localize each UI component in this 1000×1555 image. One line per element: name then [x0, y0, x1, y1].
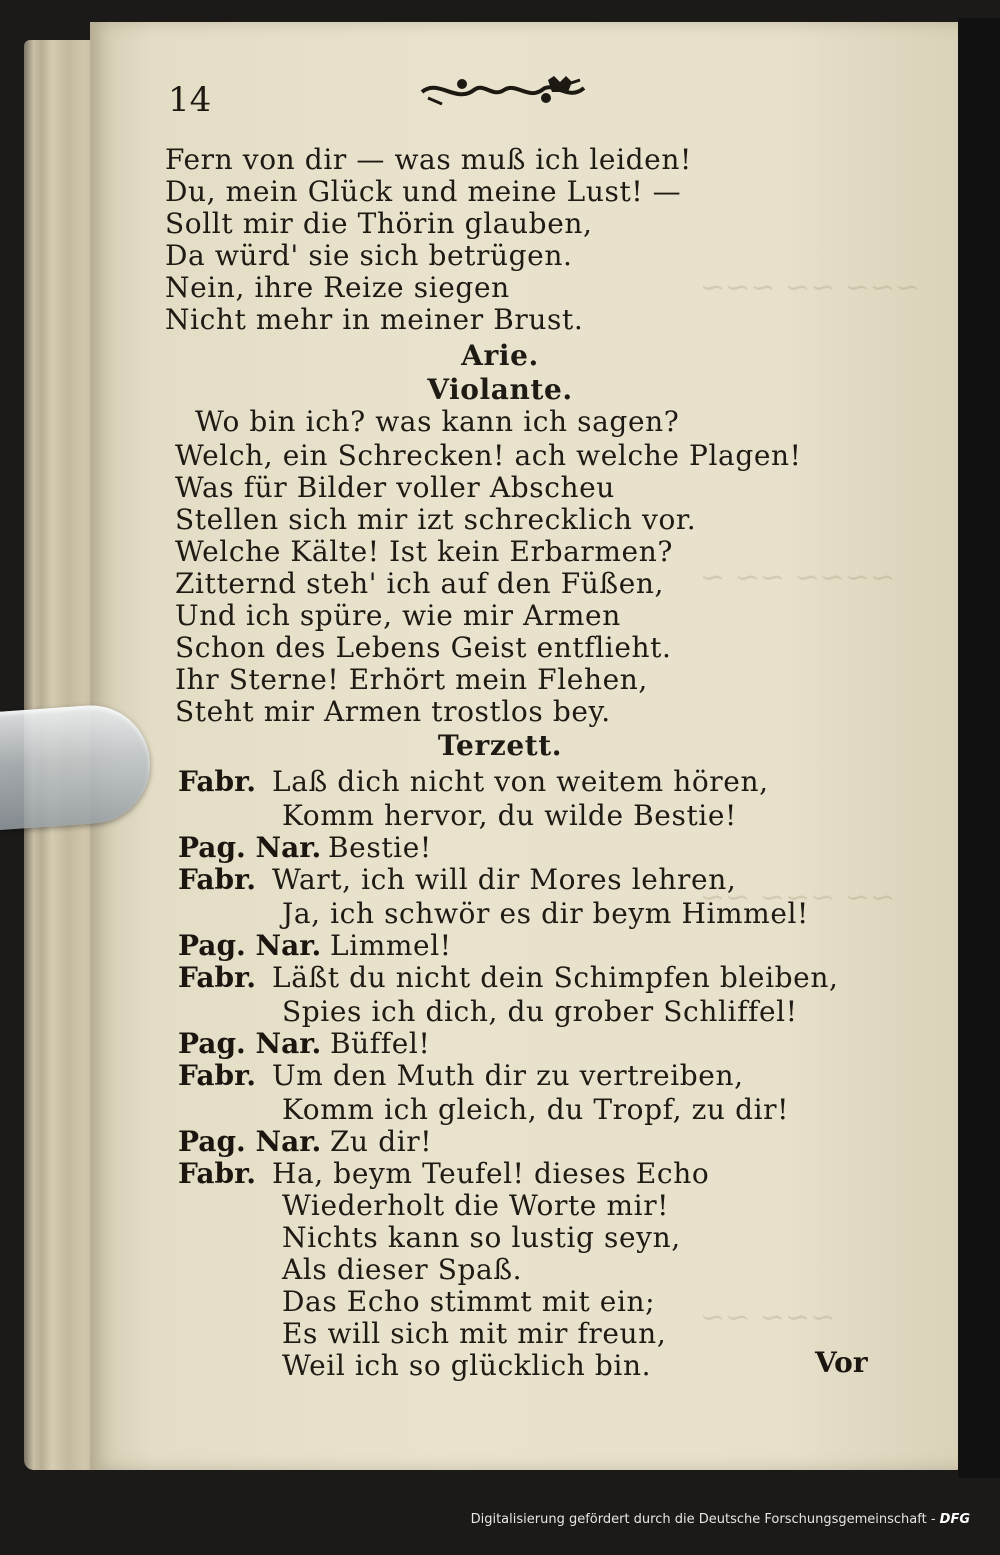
verse-line: Stellen sich mir izt schrecklich vor.: [175, 503, 697, 536]
verse-line: Komm hervor, du wilde Bestie!: [282, 799, 737, 832]
verse-line: Ja, ich schwör es dir beym Himmel!: [282, 897, 809, 930]
verse-line: Limmel!: [330, 929, 452, 962]
verse-line: Da würd' sie sich betrügen.: [165, 239, 573, 272]
verse-line: Schon des Lebens Geist entflieht.: [175, 631, 672, 664]
verse-line: Zu dir!: [330, 1125, 433, 1158]
verse-line: Laß dich nicht von weitem hören,: [272, 765, 769, 798]
verse-line: Komm ich gleich, du Tropf, zu dir!: [282, 1093, 789, 1126]
verse-line: Zitternd steh' ich auf den Füßen,: [175, 567, 665, 600]
verse-line: Es will sich mit mir freun,: [282, 1317, 667, 1350]
catchword: Vor: [815, 1346, 868, 1379]
verse-line: Als dieser Spaß.: [282, 1253, 523, 1286]
character-name: Violante.: [427, 373, 573, 406]
bleed-through-text: ~~~~ ~~ ~: [700, 560, 896, 595]
speaker-label: Fabr.: [178, 1157, 256, 1190]
speaker-label: Fabr.: [178, 863, 256, 896]
digitization-credit: [471, 1512, 970, 1527]
dfg-logo: DFG: [939, 1512, 970, 1527]
verse-line: Ha, beym Teufel! dieses Echo: [272, 1157, 710, 1190]
speaker-label: Pag. Nar.: [178, 831, 322, 864]
verse-line: Ihr Sterne! Erhört mein Flehen,: [175, 663, 648, 696]
section-heading-terzett: Terzett.: [437, 729, 563, 762]
verse-line: Bestie!: [328, 831, 432, 864]
verse-line: Büffel!: [330, 1027, 431, 1060]
verse-line: Wo bin ich? was kann ich sagen?: [195, 405, 680, 438]
speaker-label: Fabr.: [178, 765, 256, 798]
printer-ornament-icon: [418, 74, 588, 108]
verse-line: Welche Kälte! Ist kein Erbarmen?: [175, 535, 673, 568]
verse-line: Nicht mehr in meiner Brust.: [165, 303, 584, 336]
verse-line: Um den Muth dir zu vertreiben,: [272, 1059, 744, 1092]
credit-text: Digitalisierung gefördert durch die Deutsche Forschungsgemeinschaft -: [470, 1512, 936, 1527]
verse-line: Sollt mir die Thörin glauben,: [165, 207, 593, 240]
verse-line: Fern von dir — was muß ich leiden!: [165, 143, 692, 176]
verse-line: Welch, ein Schrecken! ach welche Plagen!: [175, 439, 802, 472]
verse-line: Und ich spüre, wie mir Armen: [175, 599, 621, 632]
speaker-label: Pag. Nar.: [178, 1027, 322, 1060]
bleed-through-text: ~~~ ~~: [700, 1300, 836, 1335]
speaker-label: Fabr.: [178, 1059, 256, 1092]
verse-line: Weil ich so glücklich bin.: [282, 1349, 652, 1382]
verse-line: Nein, ihre Reize siegen: [165, 271, 510, 304]
verse-line: Wiederholt die Worte mir!: [282, 1189, 670, 1222]
speaker-label: Pag. Nar.: [178, 1125, 322, 1158]
verse-line: Das Echo stimmt mit ein;: [282, 1285, 656, 1318]
verse-line: Läßt du nicht dein Schimpfen bleiben,: [272, 961, 839, 994]
speaker-label: Pag. Nar.: [178, 929, 322, 962]
verse-line: Wart, ich will dir Mores lehren,: [272, 863, 737, 896]
verse-line: Nichts kann so lustig seyn,: [282, 1221, 681, 1254]
verse-line: Steht mir Armen trostlos bey.: [175, 695, 611, 728]
bleed-through-text: ~~~ ~~ ~~~: [700, 270, 921, 305]
section-heading-arie: Arie.: [461, 339, 539, 372]
verse-line: Spies ich dich, du grober Schliffel!: [282, 995, 798, 1028]
bleed-through-text: ~~ ~~~ ~~: [700, 880, 896, 915]
verse-line: Du, mein Glück und meine Lust! —: [165, 175, 682, 208]
page-number: 14: [168, 80, 212, 120]
verse-line: Was für Bilder voller Abscheu: [175, 471, 615, 504]
speaker-label: Fabr.: [178, 961, 256, 994]
